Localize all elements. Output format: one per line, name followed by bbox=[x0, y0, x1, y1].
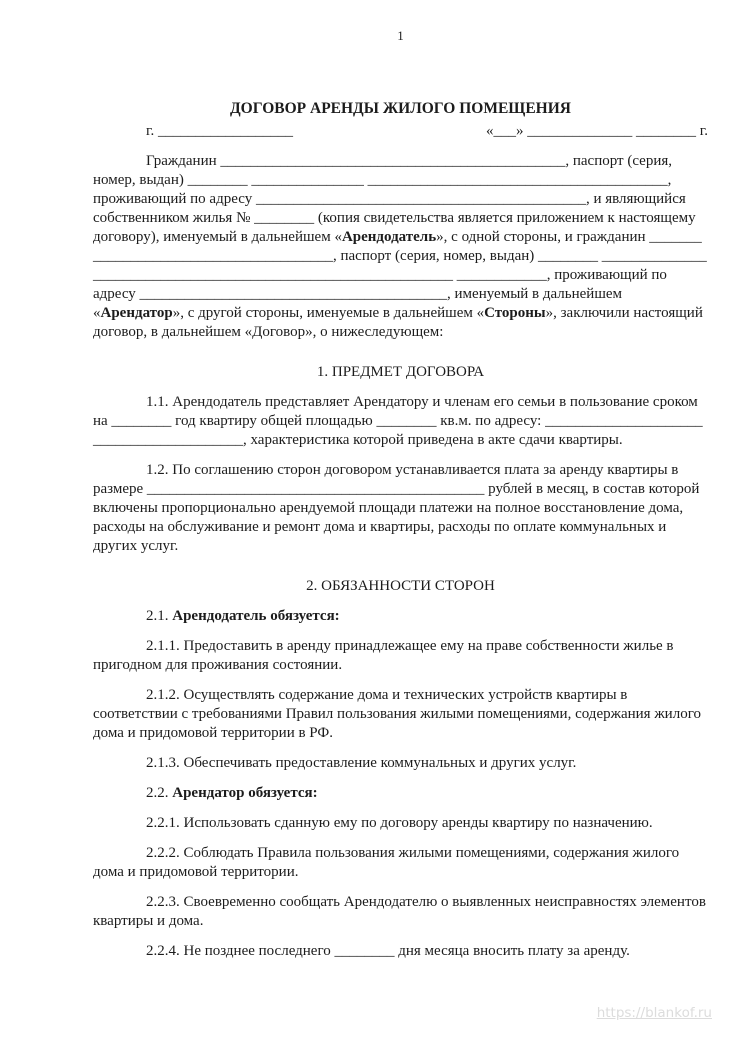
text-run: 2.1.3. Обеспечивать предоставление коммунальных и других услуг. bbox=[146, 755, 577, 771]
city-date-line bbox=[93, 122, 708, 141]
paragraph bbox=[93, 893, 708, 931]
section-heading bbox=[93, 577, 708, 596]
document-title: ДОГОВОР АРЕНДЫ ЖИЛОГО ПОМЕЩЕНИЯ bbox=[230, 100, 571, 117]
text-run: 2.1.1. Предоставить в аренду принадлежащее ему на праве собственности жилье в пригодном для проживания состоянии. bbox=[93, 638, 674, 673]
text-run: 2. ОБЯЗАННОСТИ СТОРОН bbox=[306, 578, 495, 594]
text-run: 2.2.3. Своевременно сообщать Арендодателю о выявленных неисправностях элементов квартиры и дома. bbox=[93, 894, 706, 929]
text-run: », заключили настоящий договор, в дальнейшем «Договор», о нижеследующем: bbox=[93, 305, 703, 340]
text-run: », с одной стороны, и гражданин _​_​_​_​_​_​_​_​_​_​_​_​_​_​_​_​_​_​_​_​_​_​_​_​_​_​_​_​_​_​_​_​_​_​_​_​_​_​_​, паспорт (серия, номер, выдан) _​_​_​_​_​_​_​_​ _​_​_​_​_​_​_​_​_​_​_​_​_​_​ _​_​_​_​_​_​_​_​_​_​_​_​_​_​_​_​_​_​_​_​_​_​_​_​_​_​_​_​_​_​_​_​_​_​_​_​_​_​_​_​_​_​_​_​_​_​_​_​ _​_​_​_​_​_​_​_​_​_​_​_​, проживающий по адресу _​_​_​_​_​_​_​_​_​_​_​_​_​_​_​_​_​_​_​_​_​_​_​_​_​_​_​_​_​_​_​_​_​_​_​_​_​_​_​_​_​, именуемый в дальнейшем « bbox=[93, 229, 707, 321]
text-run: 2.2. bbox=[146, 785, 173, 801]
paragraph bbox=[93, 942, 708, 961]
paragraph bbox=[93, 814, 708, 833]
date-blank-line: «___» ______________ ________ г. bbox=[486, 123, 708, 139]
paragraph bbox=[93, 461, 708, 556]
text-run: », с другой стороны, именуемые в дальнейшем « bbox=[172, 305, 485, 321]
page-number: 1 bbox=[397, 28, 404, 43]
text-run: 2.1.2. Осуществлять содержание дома и технических устройств квартиры в соответствии с требованиями Правил пользования жилыми помещениями, содержания жилого дома и придомовой территории в РФ. bbox=[93, 687, 701, 741]
section-heading bbox=[93, 363, 708, 382]
text-run: 2.1. bbox=[146, 608, 173, 624]
emphasized-text: Арендатор bbox=[100, 305, 173, 321]
paragraph bbox=[93, 844, 708, 882]
text-run: 2.2.4. Не позднее последнего _​_​_​_​_​_​_​_​ дня месяца вносить плату за аренду. bbox=[146, 943, 630, 959]
paragraph bbox=[93, 152, 708, 342]
text-run: Гражданин _​_​_​_​_​_​_​_​_​_​_​_​_​_​_​_​_​_​_​_​_​_​_​_​_​_​_​_​_​_​_​_​_​_​_​_​_​_​_​_​_​_​_​_​_​_​, паспорт (серия, номер, выдан) _​_​_​_​_​_​_​_​ _​_​_​_​_​_​_​_​_​_​_​_​_​_​_​ _​_​_​_​_​_​_​_​_​_​_​_​_​_​_​_​_​_​_​_​_​_​_​_​_​_​_​_​_​_​_​_​_​_​_​_​_​_​_​_​, проживающий по адресу _​_​_​_​_​_​_​_​_​_​_​_​_​_​_​_​_​_​_​_​_​_​_​_​_​_​_​_​_​_​_​_​_​_​_​_​_​_​_​_​_​_​_​_​, и являющийся собственником жилья № _​_​_​_​_​_​_​_​ (копия свидетельства является приложением к настоящему договору), именуемый в дальнейшем « bbox=[93, 153, 696, 245]
paragraph bbox=[93, 686, 708, 743]
paragraph bbox=[93, 607, 708, 626]
emphasized-text: Арендатор обязуется: bbox=[172, 785, 318, 801]
paragraph bbox=[93, 637, 708, 675]
emphasized-text: Арендодатель обязуется: bbox=[172, 608, 340, 624]
emphasized-text: Арендодатель bbox=[341, 229, 437, 245]
paragraph bbox=[93, 754, 708, 773]
city-blank-line: г. __________________ bbox=[146, 123, 293, 139]
emphasized-text: Стороны bbox=[484, 305, 546, 321]
document-body bbox=[93, 152, 708, 961]
text-run: 1.2. По соглашению сторон договором устанавливается плата за аренду квартиры в размере _​_​_​_​_​_​_​_​_​_​_​_​_​_​_​_​_​_​_​_​_​_​_​_​_​_​_​_​_​_​_​_​_​_​_​_​_​_​_​_​_​_​_​_​_​ рублей в месяц, в состав которой включены пропорционально арендуемой площади платежи на полное восстановление дома, расходы на обслуживание и ремонт дома и квартиры, расходы по оплате коммунальных и других услуг. bbox=[93, 462, 700, 554]
text-run: 2.2.1. Использовать сданную ему по договору аренды квартиру по назначению. bbox=[146, 815, 653, 831]
text-run: 1.1. Арендодатель представляет Арендатору и членам его семьи в пользование сроком на _​_​_​_​_​_​_​_​ год квартиру общей площадью _​_​_​_​_​_​_​_​ кв.м. по адресу: _​_​_​_​_​_​_​_​_​_​_​_​_​_​_​_​_​_​_​_​_​_​_​_​_​_​_​_​_​_​_​_​_​_​_​_​_​_​_​_​_​, характеристика которой приведена в акте сдачи квартиры. bbox=[93, 394, 703, 448]
paragraph bbox=[93, 784, 708, 803]
text-run: 2.2.2. Соблюдать Правила пользования жилыми помещениями, содержания жилого дома и придомовой территории. bbox=[93, 845, 680, 880]
paragraph bbox=[93, 393, 708, 450]
text-run: 1. ПРЕДМЕТ ДОГОВОРА bbox=[316, 364, 485, 380]
watermark-link[interactable]: https://blankof.ru bbox=[596, 1005, 712, 1021]
